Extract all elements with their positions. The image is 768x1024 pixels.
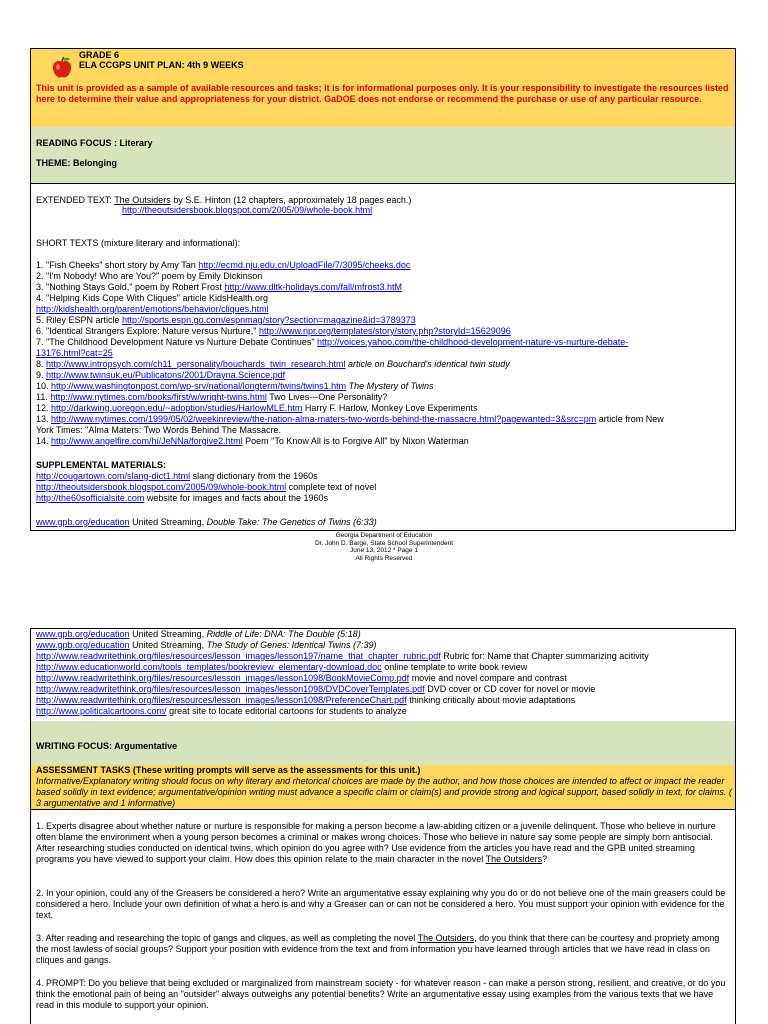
short-text-item-note: article on Bouchard's identical twin study	[345, 359, 510, 369]
short-text-item	[36, 425, 732, 436]
short-text-item-note: Harry F. Harlow, Monkey Love Experiments	[302, 403, 478, 413]
short-text-item	[36, 304, 732, 315]
resource-item	[36, 640, 732, 651]
short-text-item	[36, 271, 732, 282]
resources-list	[36, 629, 732, 717]
short-text-item-link[interactable]: http://www.angelfire.com/hi/JeNNa/forgive2.html	[51, 436, 243, 446]
short-text-item-text: 4. "Helping Kids Cope With Cliques" article KidsHealth.org	[36, 293, 268, 303]
supplemental-item-link[interactable]: http://theoutsidersbook.blogspot.com/2005/09/whole-book.html	[36, 482, 287, 492]
resource-item-title: Riddle of Life: DNA: The Double (5:18)	[206, 629, 361, 639]
short-text-item-note: The Mystery of Twins	[346, 381, 434, 391]
resource-item-link[interactable]: http://www.politicalcartoons.com/	[36, 706, 167, 716]
resource-item	[36, 662, 732, 673]
short-text-item-text: 6. "Identical Strangers Explore: Nature versus Nurture,"	[36, 326, 259, 336]
resource-item-link[interactable]: www.gpb.org/education	[36, 629, 130, 639]
assessment-body: Informative/Explanatory writing should focus on why literary and rhetorical choices are made by the author, and how those choices are intended to affect or impact the reader based solidly in text evidence; argumentative/opinion writing must advance a specific claim or claim(s) and provide strong and logical support, based solidly in text, for claims. ( 3 argumentative and 1 informative)	[36, 776, 732, 808]
prompt-2: 2. In your opinion, could any of the Greasers be considered a hero? Write an argumentative essay explaining why you do or do not believe one of the main greasers could be considered a hero. Include your own definition of what a hero is and why a Greaser can or can not be considered a hero. You must support your opinion with evidence for the text.	[36, 888, 726, 920]
supplemental-item	[36, 471, 732, 482]
short-text-item	[36, 436, 732, 447]
short-text-item	[36, 359, 732, 370]
resource-item-note: thinking critically about movie adaptations	[406, 695, 576, 705]
prompt-3-text-a: 3. After reading and researching the topic of gangs and cliques, as well as completing the novel	[36, 933, 418, 943]
resource-item-link[interactable]: http://www.educationworld.com/tools_templates/bookreview_elementary-download.doc	[36, 662, 382, 672]
grade-label: GRADE 6	[79, 50, 120, 60]
short-text-item-link[interactable]: http://ecmd.nju.edu.cn/UploadFile/7/3095/cheeks.doc	[198, 260, 411, 270]
prompt-1-end: ?	[542, 854, 548, 864]
short-text-item-text: 14.	[36, 436, 52, 446]
resource-item-link[interactable]: http://www.readwritethink.org/files/resources/lesson_images/lesson1098/PreferenceChart.pdf	[36, 695, 407, 705]
resource-item-link[interactable]: http://www.readwritethink.org/files/resources/lesson_images/lesson1098/DVDCoverTemplates.pdf	[36, 684, 425, 694]
short-text-item	[36, 370, 732, 381]
supplemental-item-note: slang dictionary from the 1960s	[190, 471, 318, 481]
apple-icon	[51, 56, 73, 80]
short-text-item	[36, 282, 732, 293]
extended-rest: by S.E. Hinton (12 chapters, approximately 18 pages each.)	[170, 195, 412, 205]
short-text-item	[36, 381, 732, 392]
short-text-item-link[interactable]: http://voices.yahoo.com/the-childhood-development-nature-vs-nurture-debate-	[317, 337, 629, 347]
short-text-item-text: 3. "Nothing Stays Gold," poem by Robert Frost	[36, 282, 225, 292]
supplemental-item-note: website for images and facts about the 1960s	[144, 493, 329, 503]
resource-item	[36, 706, 732, 717]
supplemental-item	[36, 493, 732, 504]
supplemental-item	[36, 482, 732, 493]
prompt-1-text: 1. Experts disagree about whether nature or nurture is responsible for making a person become a law-abiding citizen or a juvenile delinquent. Those who believe in nurture often blame the environment when a young person becomes a criminal or makes wrong choices. Those who believe in nature say some people are simply born antisocial. After researching studies conducted on identical twins, which opinion do you agree with? Use evidence from the articles you have read and the GPB united streaming programs you have viewed to support your claim. How does this opinion relate to the main character in the novel	[36, 821, 716, 864]
short-text-item-link[interactable]: http://www.npr.org/templates/story/story.php?storyId=15629096	[259, 326, 511, 336]
resource-item-note: great site to locate editorial cartoons for students to analyze	[166, 706, 407, 716]
texts-section	[30, 183, 736, 531]
gpb-title: Double Take: The Genetics of Twins (6:33)	[206, 517, 377, 527]
extended-label: EXTENDED TEXT:	[36, 195, 115, 205]
supplemental-heading: SUPPLEMENTAL MATERIALS:	[36, 460, 166, 470]
resource-item-note: DVD cover or CD cover for novel or movie	[424, 684, 596, 694]
resource-item-note: United Streaming,	[129, 629, 207, 639]
short-text-item	[36, 326, 732, 337]
extended-title: The Outsiders	[114, 195, 171, 205]
short-text-item	[36, 293, 732, 304]
short-text-item-link[interactable]: http://www.dltk-holidays.com/fall/mfrost3.htM	[224, 282, 403, 292]
short-text-item-text: 2. "I'm Nobody! Who are You?" poem by Emily Dickinson	[36, 271, 263, 281]
footer-line-4: All Rights Reserved	[355, 554, 413, 562]
resource-item	[36, 629, 732, 640]
supplemental-item-link[interactable]: http://the60sofficialsite.com	[36, 493, 145, 503]
gpb-link[interactable]: www.gpb.org/education	[36, 517, 130, 527]
resource-item-link[interactable]: http://www.readwritethink.org/files/resources/lesson_images/lesson1098/BookMovieComp.pdf	[36, 673, 410, 683]
page1-footer	[0, 532, 768, 562]
resource-item-note: online template to write book review	[381, 662, 528, 672]
short-text-item-link[interactable]: http://www.washingtonpost.com/wp-srv/national/longterm/twins/twins1.htm	[51, 381, 347, 391]
assessment-section	[30, 765, 736, 810]
short-text-item-link[interactable]: http://www.nytimes.com/1999/05/02/weekinreview/the-nation-alma-maters-two-words-behind-the-massacre.html?pagewanted=3&src=pm	[51, 414, 597, 424]
gpb-line	[36, 517, 377, 528]
short-text-item-link[interactable]: http://www.twinsuk.eu/Publicatons/2001/Drayna.Science.pdf	[46, 370, 286, 380]
resource-item	[36, 651, 732, 662]
short-text-item-note: Two Lives---One Personality?	[266, 392, 388, 402]
resource-item	[36, 684, 732, 695]
supplemental-list	[36, 471, 732, 504]
prompt-1-title: The Outsiders	[485, 854, 543, 864]
supplemental-item-link[interactable]: http://cougartown.com/slang-dict1.html	[36, 471, 191, 481]
disclaimer-text: This unit is provided as a sample of available resources and tasks; it is for informational purposes only. It is your responsibility to investigate the resources listed here to determine their value and appropriateness for your district. GaDOE does not endorse or recommend the purchase or use of any particular resource.	[36, 83, 729, 104]
theme: THEME: Belonging	[36, 158, 117, 168]
resources-section	[30, 628, 736, 722]
short-text-item-text: 7. "The Childhood Development Nature vs Nurture Debate Continues"	[36, 337, 318, 347]
short-text-item-link[interactable]: 13176.html?cat=25	[36, 348, 113, 358]
short-text-item	[36, 315, 732, 326]
short-text-item	[36, 403, 732, 414]
writing-focus-section	[30, 721, 736, 766]
prompts-section	[30, 809, 736, 1024]
short-text-item-text: York Times: "Alma Maters: Two Words Behind The Massacre.	[36, 425, 281, 435]
short-text-item	[36, 260, 732, 271]
prompt-1	[36, 821, 732, 865]
short-text-item-link[interactable]: http://www.intropsych.com/ch11_personality/bouchards_twin_research.html	[46, 359, 346, 369]
short-text-item-link[interactable]: http://darkwing.uoregon.edu/~adoption/studies/HarlowMLE.htm	[51, 403, 303, 413]
short-text-item-text: 5. Riley ESPN article	[36, 315, 123, 325]
reading-focus: READING FOCUS : Literary	[36, 138, 153, 148]
short-text-item-text: 13.	[36, 414, 52, 424]
resource-item	[36, 695, 732, 706]
resource-item-link[interactable]: http://www.readwritethink.org/files/resources/lesson_images/lesson197/name_that_chapter_rubric.pdf	[36, 651, 441, 661]
resource-item-title: The Study of Genes: Identical Twins (7:39)	[206, 640, 377, 650]
short-text-item	[36, 337, 732, 348]
short-text-item-link[interactable]: http://www.nytimes.com/books/first/w/wright-twins.html	[50, 392, 267, 402]
short-text-item-text: 11.	[36, 392, 51, 402]
resource-item-link[interactable]: www.gpb.org/education	[36, 640, 130, 650]
prompt-3-text-b: , do you think that there can be courtesy and propriety among the most lawless of social groups? Support your position with evidence from the text and from information you have learned through articles that we have read in class on cliques and gangs.	[36, 933, 720, 965]
short-text-item-text: 9.	[36, 370, 47, 380]
prompt-3-title: The Outsiders	[417, 933, 475, 943]
supplemental-item-note: complete text of novel	[286, 482, 377, 492]
short-text-item-link[interactable]: http://sports.espn.go.com/espnmag/story?section=magazine&id=3789373	[122, 315, 416, 325]
resource-item-note: United Streaming,	[129, 640, 207, 650]
footer-line-3: June 13, 2012 * Page 1	[350, 547, 418, 554]
footer-line-2: Dr. John D. Barge, State School Superintendent	[314, 539, 454, 547]
prompt-4: 4. PROMPT: Do you believe that being excluded or marginalized from mainstream society - for whatever reason - can make a person strong, resilient, and creative, or do you think the emotional pain of being an "outsider" always outweighs any potential benefits? Write an argumentative essay using examples from the various texts that we have read in this module to support your opinion.	[36, 978, 726, 1010]
resource-item-note: movie and novel compare and contrast	[409, 673, 567, 683]
writing-focus: WRITING FOCUS: Argumentative	[36, 741, 178, 751]
short-text-item-text: 10.	[36, 381, 52, 391]
short-text-item-text: 12.	[36, 403, 52, 413]
short-text-item	[36, 348, 732, 359]
prompt-3	[36, 933, 732, 966]
extended-link[interactable]: http://theoutsidersbook.blogspot.com/2005/09/whole-book.html	[122, 205, 373, 215]
reading-focus-section	[30, 127, 736, 184]
short-text-item-note: Poem "To Know All is to Forgive All" by Nixon Waterman	[242, 436, 469, 446]
resource-item	[36, 673, 732, 684]
short-text-item-text: 1. "Fish Cheeks" short story by Amy Tan	[36, 260, 199, 270]
short-text-item	[36, 392, 732, 403]
short-text-item-note: article from New	[596, 414, 664, 424]
assessment-heading: ASSESSMENT TASKS (These writing prompts will serve as the assessments for this unit.)	[36, 765, 421, 775]
resource-item-note: Rubric for: Name that Chapter summarizing acitivity	[440, 651, 649, 661]
short-text-item-text: 8.	[36, 359, 47, 369]
short-texts-list	[36, 260, 732, 447]
header-section	[30, 48, 736, 128]
short-text-item-link[interactable]: http://kidshealth.org/parent/emotions/behavior/cliques.html	[36, 304, 269, 314]
gpb-mid: United Streaming,	[129, 517, 207, 527]
short-text-item	[36, 414, 732, 425]
short-texts-heading: SHORT TEXTS (mixture literary and informational):	[36, 238, 241, 248]
footer-line-1: Georgia Department of Education	[335, 532, 433, 539]
unit-plan-label: ELA CCGPS UNIT PLAN: 4th 9 WEEKS	[79, 60, 244, 70]
